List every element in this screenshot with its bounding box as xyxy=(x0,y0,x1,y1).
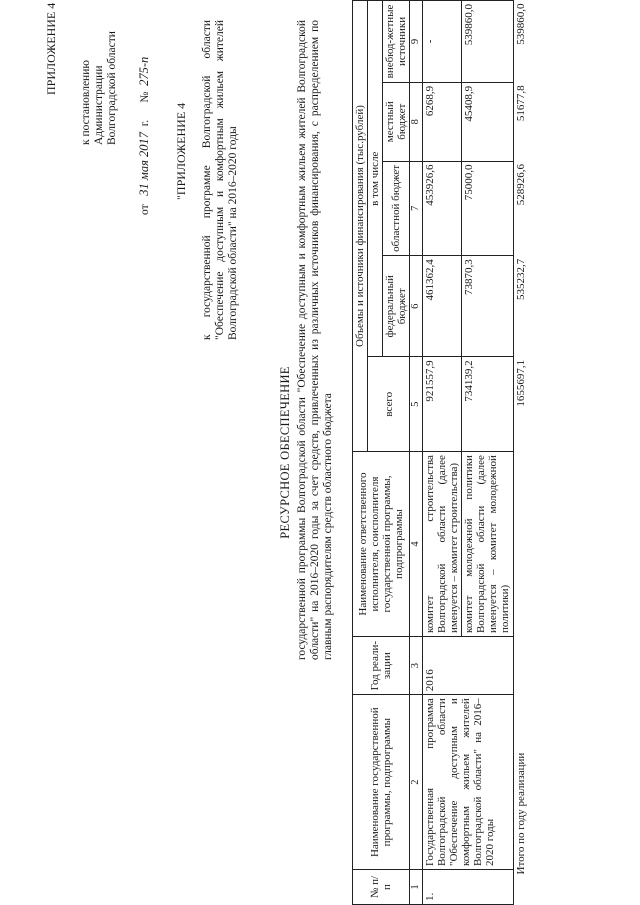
header-federal: федеральный бюджет xyxy=(383,256,410,357)
col-number: 4 xyxy=(410,452,423,637)
appendix-title: ПРИЛОЖЕНИЕ 4 xyxy=(44,2,58,95)
row-executor-construction: комитет строительства Волгоградской области (далее именуется – комитет строительства) xyxy=(422,452,461,637)
header-year: Год реали-зации xyxy=(353,637,410,695)
row-num: 1. xyxy=(422,870,513,905)
cell-regional: 75000,0 xyxy=(462,161,513,256)
decree-date-line xyxy=(137,57,152,215)
total-local: 51677,8 xyxy=(514,85,527,122)
col-number: 6 xyxy=(410,256,423,357)
col-number: 5 xyxy=(410,357,423,452)
appendix-ref-line3: Волгоградской области xyxy=(105,31,118,145)
header-funding: Объемы и источники финансирования (тыс.рублей) xyxy=(353,1,368,452)
decree-number: 275-п xyxy=(137,56,151,86)
col-number: 8 xyxy=(410,82,423,161)
table-row xyxy=(422,1,461,905)
cell-total: 921557,9 xyxy=(422,357,461,452)
appendix-ref-line2: Администрации xyxy=(92,65,105,145)
cell-local: 6268,9 xyxy=(422,82,461,161)
cell-total: 734139,2 xyxy=(462,357,513,452)
header-executor: Наименование ответственного исполнителя, соисполнителя государственной программы, подпрограммы xyxy=(353,452,410,637)
total-federal: 535232,7 xyxy=(514,258,527,300)
cell-local: 45408,9 xyxy=(462,82,513,161)
number-prefix: № xyxy=(139,91,151,103)
header-total: всего xyxy=(368,357,410,452)
date-prefix: от xyxy=(139,204,151,215)
decree-date: 31 мая 2017 xyxy=(137,131,151,196)
cell-extra: - xyxy=(422,1,461,83)
header-extra: внебюд-жетные источники xyxy=(383,1,410,83)
resource-title: РЕСУРСНОЕ ОБЕСПЕЧЕНИЕ xyxy=(278,366,292,539)
col-number: 3 xyxy=(410,637,423,695)
row-executor-youth: комитет молодежной политики Волгоградской области (далее именуется – комитет молодежной политики) xyxy=(462,452,513,637)
column-numbers-row xyxy=(410,1,423,905)
header-including: в том числе xyxy=(368,1,383,357)
total-all: 1655697,1 xyxy=(514,359,527,407)
appendix-ref-line1: к постановлению xyxy=(80,60,92,145)
col-number: 9 xyxy=(410,1,423,83)
total-regional: 528926,6 xyxy=(514,164,527,206)
resource-subtitle: государственной программы Волгоградской области "Обеспечение доступным и комфортным жильем жителей Волгоградской области" на 2016–2020 годы за счет средств, привлеченных из различных источников финансирования, с распределением по главным распорядителям средств областного бюджета xyxy=(296,20,334,660)
row-program-name: Государственная программа Волгоградской области "Обеспечение доступным и комфортным жильем жителей Волгоградской области" на 2016–2020 годы xyxy=(422,695,513,870)
col-number: 7 xyxy=(410,161,423,256)
funding-table xyxy=(352,0,528,905)
header-regional: областной бюджет xyxy=(383,161,410,256)
header-num: № п/п xyxy=(353,870,410,905)
inner-appendix-text: к государственной программе Волгоградской области "Обеспечение доступным и комфортным жильем жителей Волгоградской области" на 2016–2020 годы xyxy=(201,20,239,340)
date-year-suffix: г. xyxy=(139,119,151,127)
cell-extra: 539860,0 xyxy=(462,1,513,83)
col-number: 2 xyxy=(410,695,423,870)
cell-regional: 453926,6 xyxy=(422,161,461,256)
total-label: Итого по году реализации xyxy=(514,752,527,875)
total-row xyxy=(513,1,528,905)
appendix-reference xyxy=(80,15,119,145)
row-year: 2016 xyxy=(422,637,513,695)
inner-appendix-title: "ПРИЛОЖЕНИЕ 4 xyxy=(174,102,188,200)
total-extra: 539860,0 xyxy=(514,3,527,45)
header-local: местный бюджет xyxy=(383,82,410,161)
cell-federal: 73870,3 xyxy=(462,256,513,357)
col-number: 1 xyxy=(410,870,423,905)
cell-federal: 461362,4 xyxy=(422,256,461,357)
header-program-name: Наименование государственной программы, подпрограммы xyxy=(353,695,410,870)
